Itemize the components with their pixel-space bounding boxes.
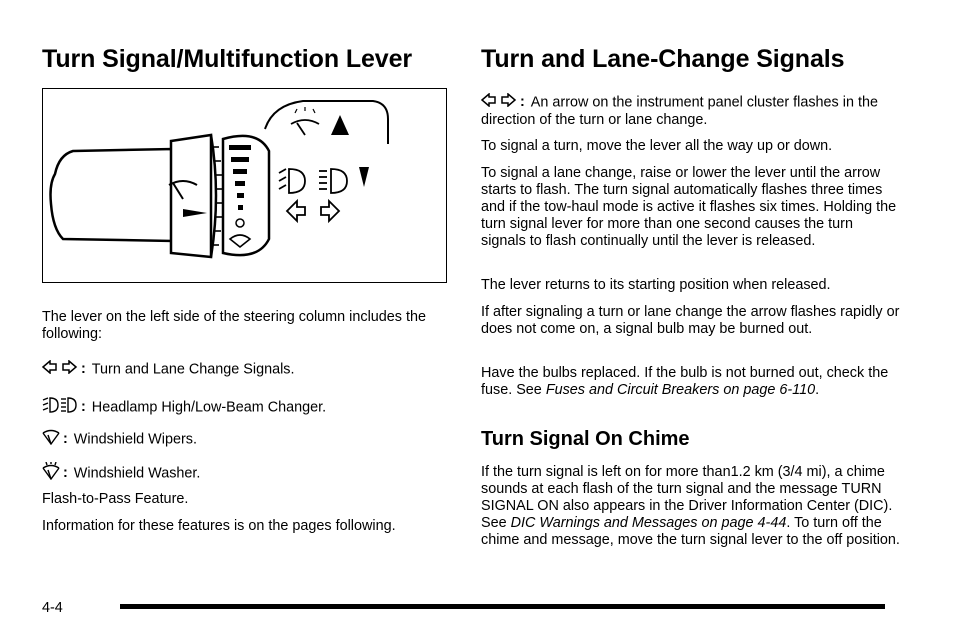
list-colon: : xyxy=(520,94,525,111)
list-item-label: Headlamp High/Low-Beam Changer. xyxy=(91,399,327,416)
list-colon: : xyxy=(63,431,68,448)
list-item-label: Windshield Washer. xyxy=(73,465,201,482)
chime-text: If the turn signal is left on for more than1.2 km (3/4 mi), a chime sounds at each flash of the turn signal and the message TURN SIGNAL ON also appears in the Driver Information Center (DIC). See xyxy=(481,464,893,531)
list-colon: : xyxy=(81,399,86,416)
bulb-burned-out-paragraph: If after signaling a turn or lane change the arrow flashes rapidly or does not come on, a signal bulb may be burned out. xyxy=(481,304,900,337)
fuse-check-end: . xyxy=(815,382,820,398)
section-title-chime: Turn Signal On Chime xyxy=(481,428,690,450)
fuse-reference-link[interactable]: Fuses and Circuit Breakers on page 6-110 xyxy=(545,382,816,398)
list-item-label: Windshield Wipers. xyxy=(73,431,197,448)
list-colon: : xyxy=(63,465,68,482)
windshield-washer-icon xyxy=(42,462,60,485)
lever-illustration xyxy=(42,88,447,283)
lever-drawing xyxy=(43,89,446,282)
fuse-check-paragraph xyxy=(481,365,901,399)
list-item-headlamp xyxy=(42,396,452,419)
list-item-label: Turn and Lane Change Signals. xyxy=(91,361,295,378)
windshield-wiper-icon xyxy=(42,429,60,450)
turn-signal-icon xyxy=(481,93,517,112)
chime-text-end: . To turn off the chime and message, move the turn signal lever to the off position. xyxy=(481,515,900,548)
section-title-turn-signals: Turn and Lane-Change Signals xyxy=(481,45,845,73)
footer-rule xyxy=(120,604,885,609)
flash-to-pass: Flash-to-Pass Feature. xyxy=(42,491,189,507)
lever-intro: The lever on the left side of the steering column includes the following: xyxy=(42,309,426,342)
signal-lane-change-paragraph: To signal a lane change, raise or lower the lever until the arrow starts to flash. The turn signal automatically flashes three times and if the tow-haul mode is active it flashes six times. Holding the turn signal lever for more than one second causes the turn signals to flash continually until the lever is released. xyxy=(481,165,897,249)
chime-paragraph xyxy=(481,464,901,549)
lever-return-paragraph: The lever returns to its starting position when released. xyxy=(481,277,831,293)
list-colon: : xyxy=(81,361,86,378)
fuse-check-text: Have the bulbs replaced. If the bulb is not burned out, check the fuse. See xyxy=(481,365,889,398)
list-item-turn-signal xyxy=(42,360,452,379)
dic-reference-link[interactable]: DIC Warnings and Messages on page 4-44 xyxy=(510,515,787,531)
list-item-wiper xyxy=(42,429,452,450)
section-title-multifunction-lever: Turn Signal/Multifunction Lever xyxy=(42,45,413,73)
signal-turn-paragraph: To signal a turn, move the lever all the way up or down. xyxy=(481,138,833,154)
page-number: 4-4 xyxy=(42,600,63,616)
list-item-washer xyxy=(42,462,452,485)
turn-signal-icon xyxy=(42,360,78,379)
arrow-description: An arrow on the instrument panel cluster flashes in the direction of the turn or lane change. xyxy=(481,94,878,128)
info-note: Information for these features is on the pages following. xyxy=(42,518,396,534)
turn-signal-description xyxy=(481,93,901,129)
headlamp-beam-icon xyxy=(42,396,78,419)
